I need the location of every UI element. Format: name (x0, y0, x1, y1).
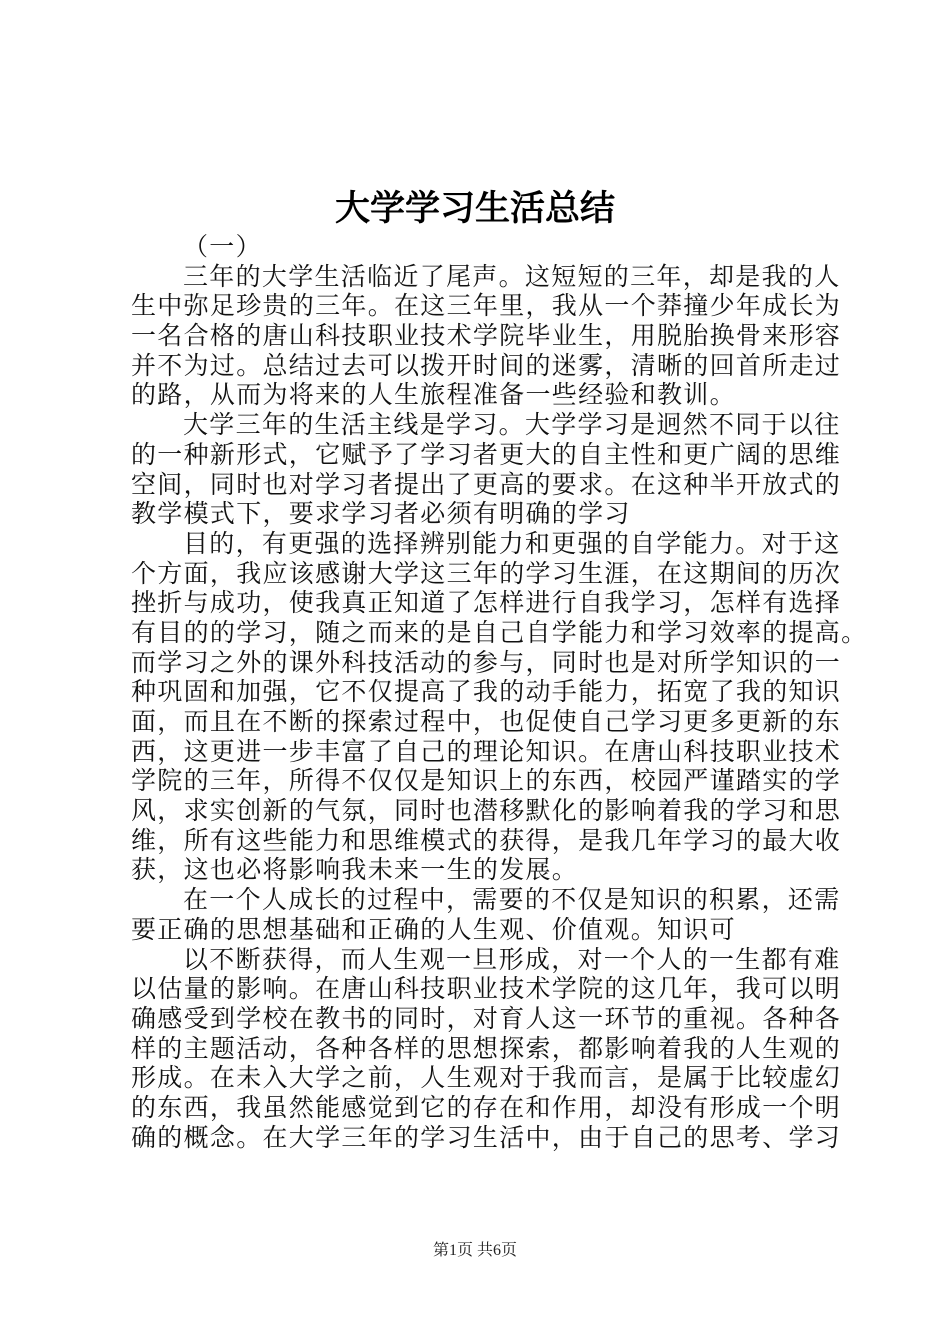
text-line: 样的主题活动，各种各样的思想探索，都影响着我的人生观的 (131, 1033, 842, 1063)
text-line: 的东西，我虽然能感觉到它的存在和作用，却没有形成一个明 (131, 1092, 842, 1122)
text-line: 形成。在未入大学之前，人生观对于我而言，是属于比较虚幻 (131, 1063, 842, 1093)
text-line: （一） (183, 232, 262, 261)
text-line: 要正确的思想基础和正确的人生观、价值观。知识可 (131, 914, 736, 944)
text-line: 挫折与成功，使我真正知道了怎样进行自我学习，怎样有选择 (131, 588, 842, 618)
text-line: 以估量的影响。在唐山科技职业技术学院的这几年，我可以明 (131, 974, 842, 1004)
text-line: 维，所有这些能力和思维模式的获得，是我几年学习的最大收 (131, 825, 842, 855)
text-line: 并不为过。总结过去可以拨开时间的迷雾，清晰的回首所走过 (131, 350, 842, 380)
text-line: 在一个人成长的过程中，需要的不仅是知识的积累，还需 (183, 885, 841, 915)
document-title: 大学学习生活总结 (334, 189, 615, 229)
text-line: 大学三年的生活主线是学习。大学学习是迥然不同于以往 (183, 410, 841, 440)
document-body (131, 232, 868, 1152)
text-line: 的一种新形式，它赋予了学习者更大的自主性和更广阔的思维 (131, 439, 842, 469)
text-line: 获，这也必将影响我未来一生的发展。 (131, 855, 579, 885)
text-line: 空间，同时也对学习者提出了更高的要求。在这种半开放式的 (131, 469, 842, 499)
text-line: 而学习之外的课外科技活动的参与，同时也是对所学知识的一 (131, 647, 842, 677)
text-line: 学院的三年，所得不仅仅是知识上的东西，校园严谨踏实的学 (131, 766, 842, 796)
text-line: 确感受到学校在教书的同时，对育人这一环节的重视。各种各 (131, 1003, 842, 1033)
text-line: 风，求实创新的气氛，同时也潜移默化的影响着我的学习和思 (131, 796, 842, 826)
text-line: 三年的大学生活临近了尾声。这短短的三年，却是我的人 (183, 261, 841, 291)
text-line: 生中弥足珍贵的三年。在这三年里，我从一个莽撞少年成长为 (131, 291, 842, 321)
text-line: 教学模式下，要求学习者必须有明确的学习 (131, 499, 631, 529)
text-line: 面，而且在不断的探索过程中，也促使自己学习更多更新的东 (131, 707, 842, 736)
text-line: 确的概念。在大学三年的学习生活中，由于自己的思考、学习 (131, 1122, 842, 1152)
text-line: 以不断获得，而人生观一旦形成，对一个人的一生都有难 (183, 944, 841, 974)
text-line: 种巩固和加强，它不仅提高了我的动手能力，拓宽了我的知识 (131, 677, 842, 707)
text-line: 个方面，我应该感谢大学这三年的学习生涯，在这期间的历次 (131, 558, 842, 588)
text-line: 目的，有更强的选择辨别能力和更强的自学能力。对于这 (183, 528, 841, 558)
text-line: 一名合格的唐山科技职业技术学院毕业生，用脱胎换骨来形容 (131, 321, 842, 351)
text-line: 西，这更进一步丰富了自己的理论知识。在唐山科技职业技术 (131, 736, 842, 766)
page-number-footer: 第1页 共6页 (432, 1242, 517, 1259)
text-line: 有目的的学习，随之而来的是自己自学能力和学习效率的提高。 (131, 617, 868, 647)
text-line: 的路，从而为将来的人生旅程准备一些经验和教训。 (131, 380, 736, 410)
